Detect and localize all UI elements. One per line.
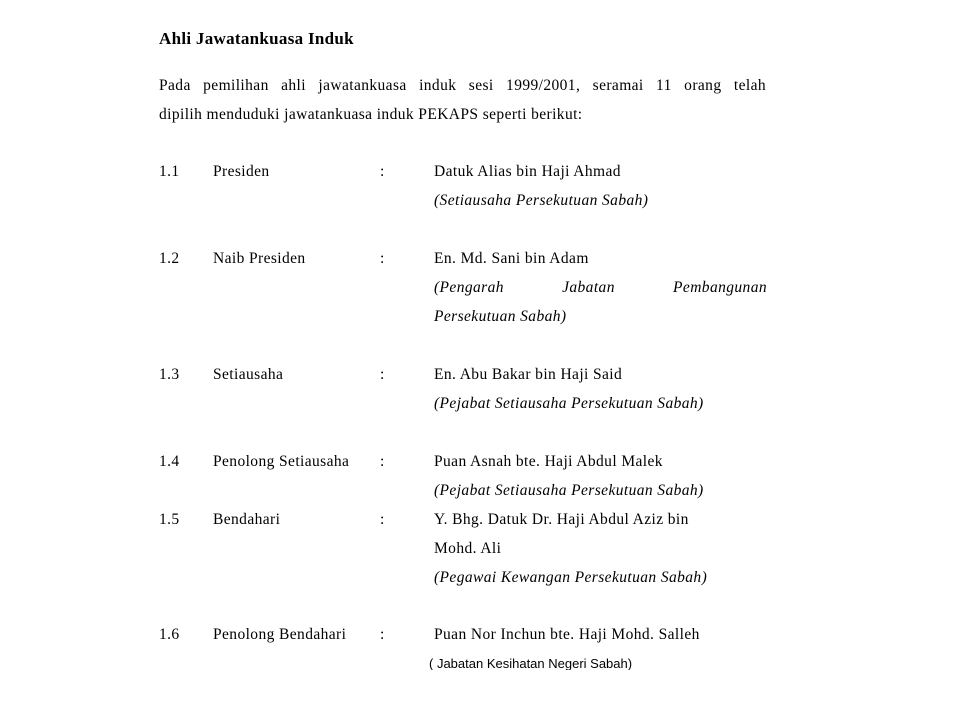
separator-colon: : (380, 250, 385, 267)
member-position: Setiausaha (213, 366, 284, 383)
separator-colon: : (380, 626, 385, 643)
member-position: Penolong Bendahari (213, 626, 347, 643)
member-organisation: ( Jabatan Kesihatan Negeri Sabah) (429, 656, 633, 670)
separator-colon: : (380, 453, 385, 470)
separator-colon: : (380, 163, 385, 180)
member-number: 1.1 (159, 163, 180, 180)
member-name-continued: Mohd. Ali (434, 540, 502, 557)
member-organisation-continued: Persekutuan Sabah) (434, 308, 567, 325)
separator-colon: : (380, 366, 385, 383)
member-organisation: (Pegawai Kewangan Persekutuan Sabah) (434, 569, 708, 586)
member-name: Y. Bhg. Datuk Dr. Haji Abdul Aziz bin (434, 511, 689, 528)
intro-line-1: Pada pemilihan ahli jawatankuasa induk sesi 1999/2001, seramai 11 orang telah (159, 77, 766, 94)
member-number: 1.4 (159, 453, 180, 470)
member-name: Puan Nor Inchun bte. Haji Mohd. Salleh (434, 626, 700, 643)
member-name: En. Md. Sani bin Adam (434, 250, 589, 267)
member-organisation: (Pejabat Setiausaha Persekutuan Sabah) (434, 482, 704, 499)
member-number: 1.2 (159, 250, 180, 267)
member-organisation: (Setiausaha Persekutuan Sabah) (434, 192, 649, 209)
member-position: Penolong Setiausaha (213, 453, 350, 470)
intro-line-2: dipilih menduduki jawatankuasa induk PEKAPS seperti berikut: (159, 106, 583, 123)
member-position: Naib Presiden (213, 250, 306, 267)
member-position: Presiden (213, 163, 270, 180)
member-organisation: (Pengarah Jabatan Pembangunan (434, 279, 767, 296)
member-name: Datuk Alias bin Haji Ahmad (434, 163, 621, 180)
member-organisation: (Pejabat Setiausaha Persekutuan Sabah) (434, 395, 704, 412)
member-number: 1.3 (159, 366, 180, 383)
member-number: 1.6 (159, 626, 180, 643)
member-name: Puan Asnah bte. Haji Abdul Malek (434, 453, 663, 470)
member-position: Bendahari (213, 511, 281, 528)
section-heading: Ahli Jawatankuasa Induk (159, 29, 354, 48)
member-number: 1.5 (159, 511, 180, 528)
separator-colon: : (380, 511, 385, 528)
member-name: En. Abu Bakar bin Haji Said (434, 366, 623, 383)
